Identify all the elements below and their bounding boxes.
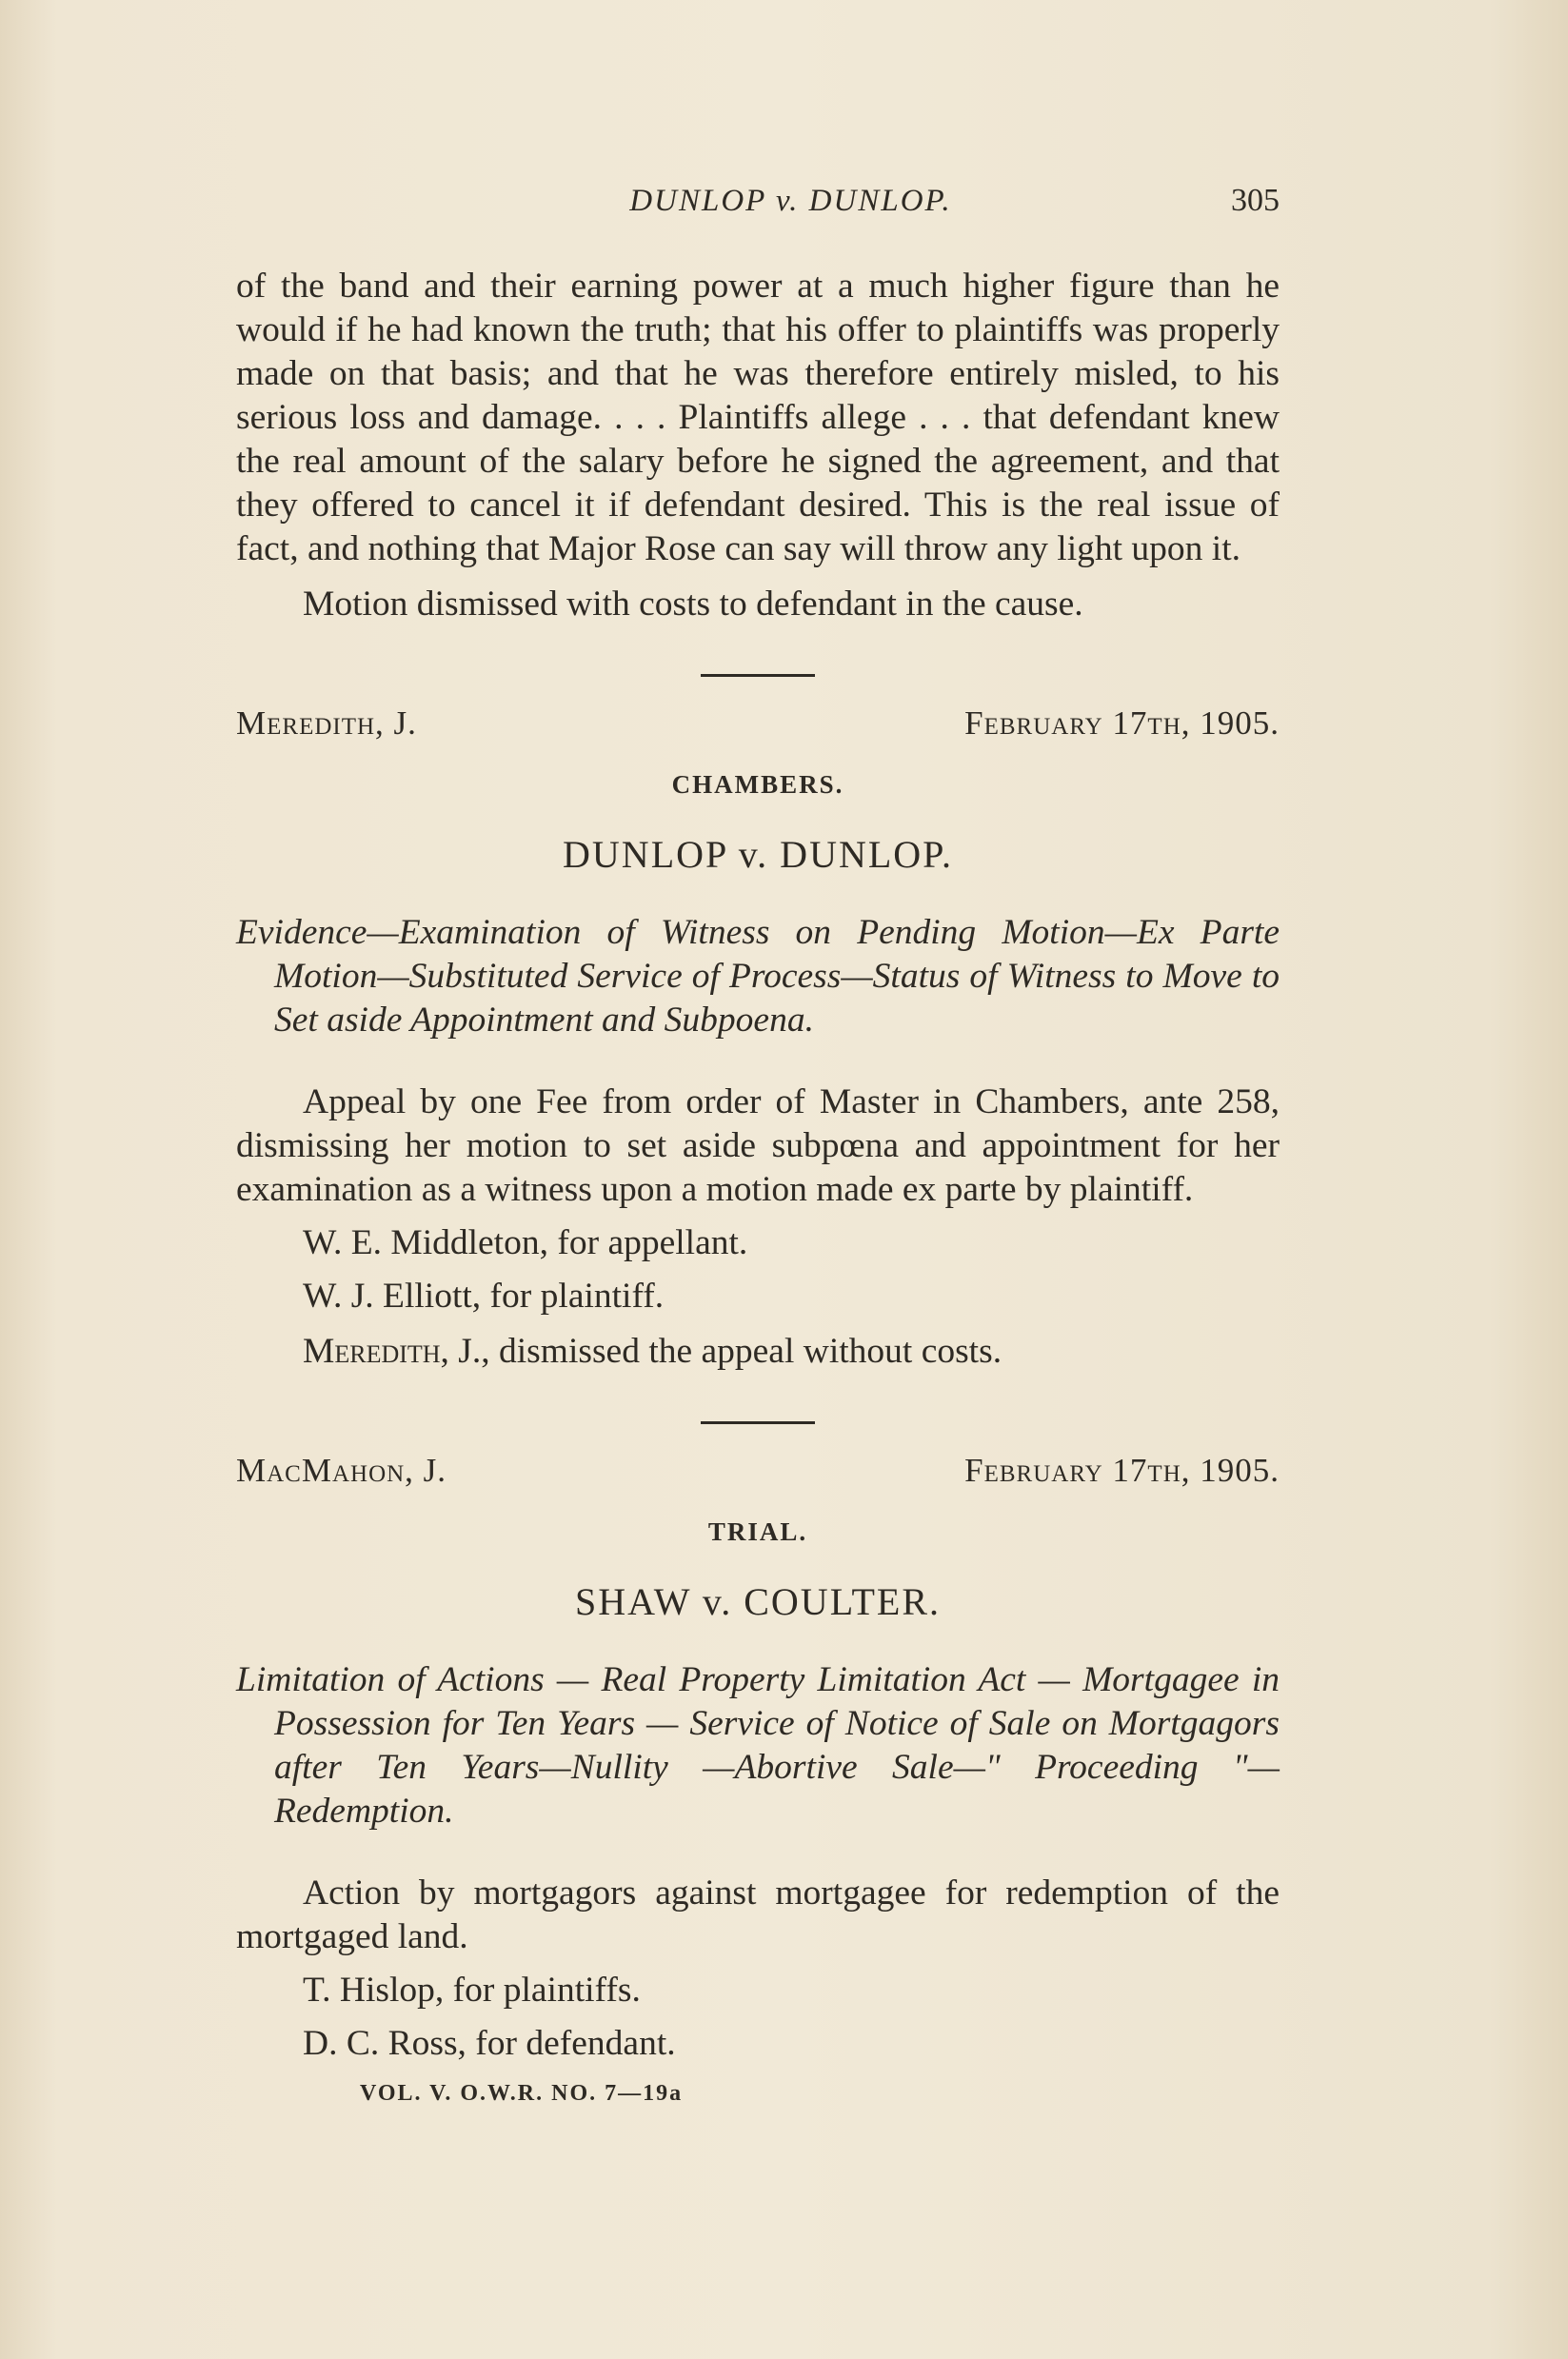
case2-headnote: Limitation of Actions — Real Property Limitation Act — Mortgagee in Possession for Ten Years — Service of Notice of Sale on Mortgagors after Ten Years—Nullity —Abortive Sale—" Proceeding "—Redemption.: [236, 1660, 1280, 1831]
footer-signature: VOL. V. O.W.R. NO. 7—19a: [360, 2081, 684, 2106]
case1-statement: Appeal by one Fee from order of Master in Chambers, ante 258, dismissing her motion to set aside subpœna and appointment for her examination as a witness upon a motion made ex parte by plaintiff.: [236, 1082, 1280, 1209]
case2-title: SHAW v. COULTER.: [574, 1580, 941, 1623]
case1-counsel-2: W. J. Elliott, for plaintiff.: [303, 1277, 665, 1316]
case1-headnote: Evidence—Examination of Witness on Pending Motion—Ex Parte Motion—Substituted Service of Process—Status of Witness to Move to Set aside Appointment and Subpoena.: [236, 913, 1280, 1040]
case1-counsel-1: W. E. Middleton, for appellant.: [303, 1223, 748, 1262]
opening-disposition: Motion dismissed with costs to defendant in the cause.: [303, 585, 1083, 624]
page-number: 305: [1231, 183, 1280, 218]
text-column: [236, 179, 1280, 2115]
case2-counsel-2: D. C. Ross, for defendant.: [303, 2024, 676, 2063]
running-head-title: DUNLOP v. DUNLOP.: [629, 184, 952, 218]
case1-title: DUNLOP v. DUNLOP.: [563, 833, 953, 876]
case2-statement: Action by mortgagors against mortgagee for redemption of the mortgaged land.: [236, 1873, 1280, 1956]
section-divider-2: [701, 1421, 815, 1424]
case1-judge: Meredith, J.: [236, 704, 417, 742]
opening-paragraph: of the band and their earning power at a much higher figure than he would if he had known the truth; that his offer to plaintiffs was properly made on that basis; and that he was therefore entirely misled, to his serious loss and damage. . . . Plaintiffs allege . . . that defendant knew the real amount of the salary before he signed the agreement, and that they offered to cancel it if defendant desired. This is the real issue of fact, and nothing that Major Rose can say will throw any light upon it.: [236, 267, 1280, 568]
case2-counsel-1: T. Hislop, for plaintiffs.: [303, 1971, 641, 2010]
case1-date: February 17th, 1905.: [964, 704, 1280, 742]
case1-judgment: [236, 1330, 1280, 1374]
section-divider: [701, 674, 815, 677]
case2-judge: MacMahon, J.: [236, 1452, 447, 1489]
case1-judge-line: [236, 702, 1280, 745]
case2-date: February 17th, 1905.: [964, 1452, 1280, 1489]
case1-judgment-judge: Meredith, J.,: [303, 1332, 490, 1371]
case2-court: TRIAL.: [707, 1517, 808, 1546]
case2-judge-line: [236, 1449, 1280, 1493]
case1-court: CHAMBERS.: [671, 770, 844, 799]
running-head: [236, 179, 1280, 227]
case1-judgment-text: dismissed the appeal without costs.: [489, 1332, 1002, 1371]
